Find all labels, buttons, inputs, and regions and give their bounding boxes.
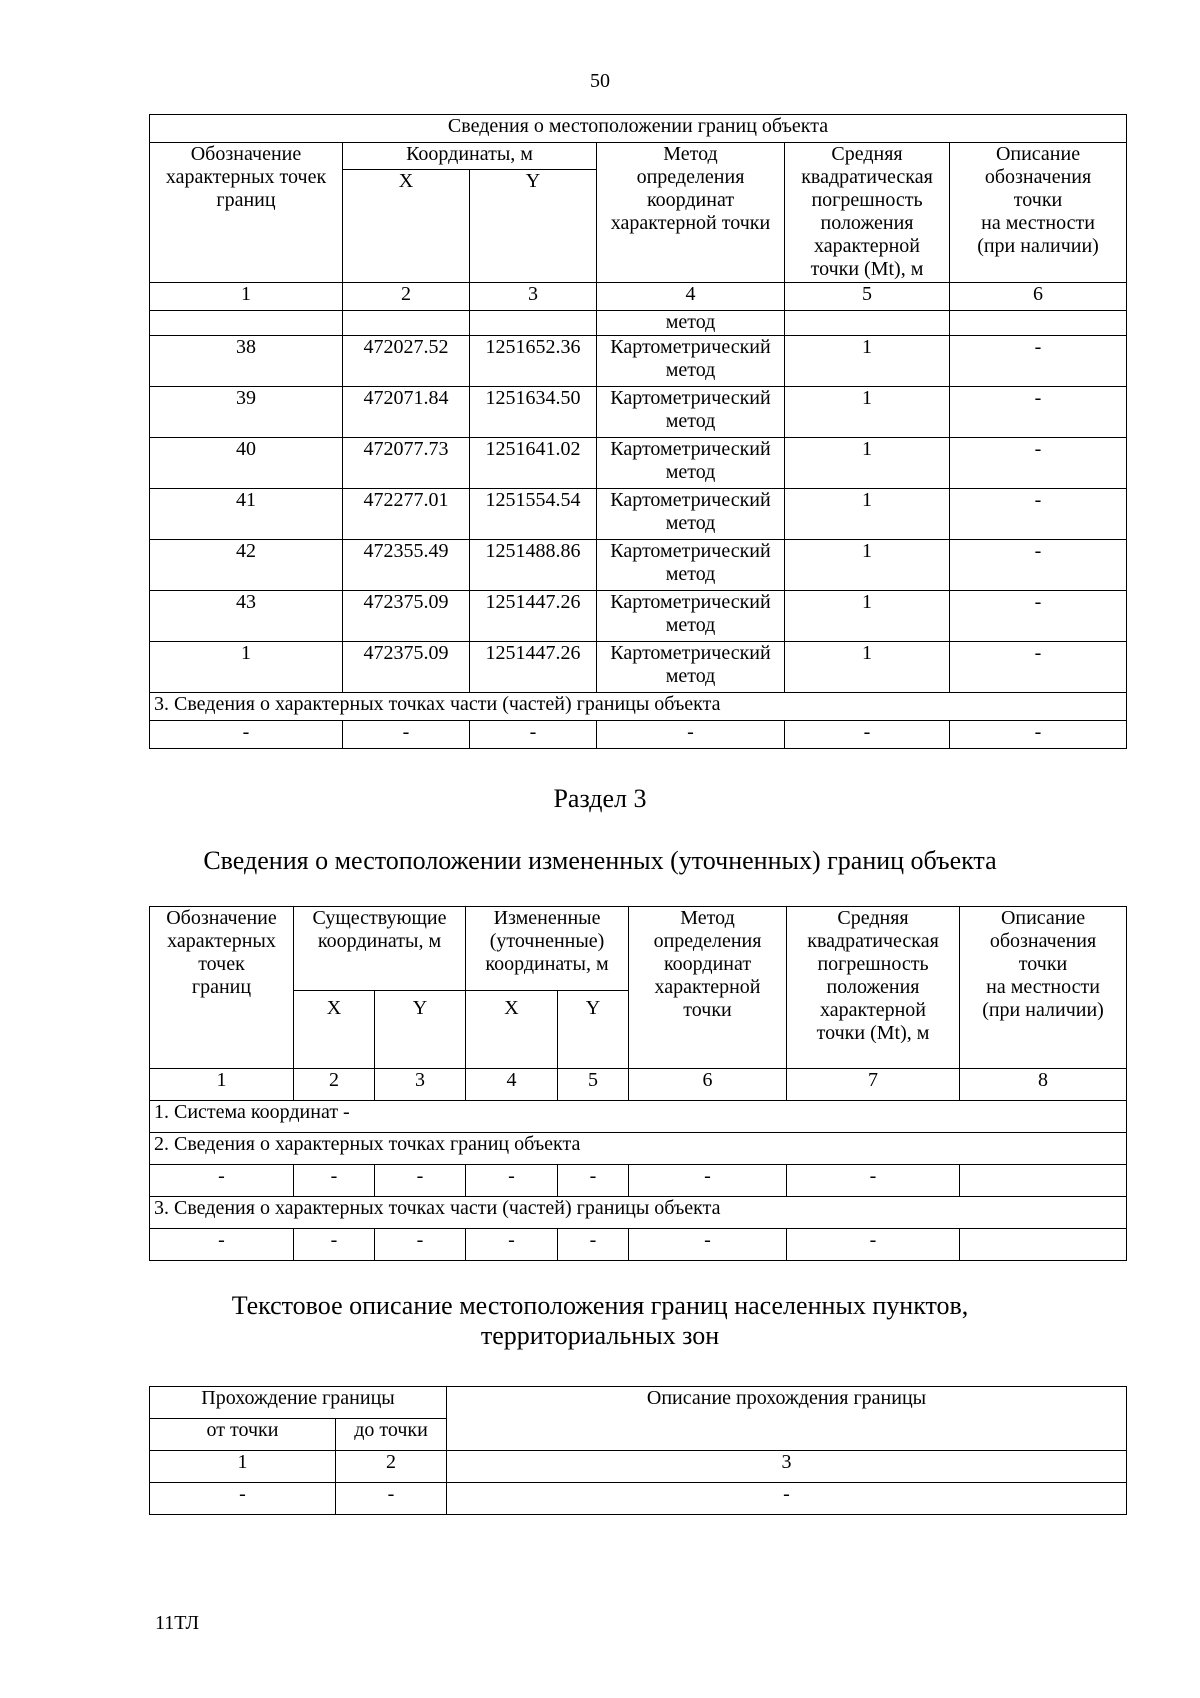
column-number: 4 <box>466 1069 558 1101</box>
column-number: 8 <box>960 1069 1127 1101</box>
method: Картометрический метод <box>597 387 785 438</box>
table-cell <box>150 311 343 336</box>
header-y: Y <box>470 170 597 283</box>
point-id: 38 <box>150 336 343 387</box>
point-id: 43 <box>150 591 343 642</box>
column-number: 6 <box>629 1069 787 1101</box>
point-id: 1 <box>150 642 343 693</box>
dash-cell <box>960 1229 1127 1261</box>
dash-cell: - <box>787 1229 960 1261</box>
table-row <box>150 591 1127 642</box>
column-number: 2 <box>343 283 470 311</box>
dash-cell: - <box>629 1229 787 1261</box>
dash-cell: - <box>787 1165 960 1197</box>
header-mean-error: Средняя квадратическая погрешность положения характерной точки (Mt), м <box>785 143 950 283</box>
column-number: 2 <box>294 1069 375 1101</box>
coord-y: 1251447.26 <box>470 642 597 693</box>
coord-x: 472375.09 <box>343 642 470 693</box>
point-description: - <box>950 540 1127 591</box>
coord-x: 472027.52 <box>343 336 470 387</box>
table-cell <box>470 311 597 336</box>
dash-cell: - <box>375 1229 466 1261</box>
coord-x: 472277.01 <box>343 489 470 540</box>
point-description: - <box>950 438 1127 489</box>
dash-cell <box>960 1165 1127 1197</box>
dash-cell: - <box>558 1165 629 1197</box>
dash-cell: - <box>470 721 597 749</box>
dash-cell: - <box>466 1165 558 1197</box>
header-to-point: до точки <box>336 1419 447 1451</box>
dash-cell: - <box>785 721 950 749</box>
dash-cell: - <box>294 1229 375 1261</box>
column-number: 4 <box>597 283 785 311</box>
header-existing-coords: Существующие координаты, м <box>294 907 466 991</box>
header-changed-y: Y <box>558 991 629 1069</box>
column-number: 5 <box>785 283 950 311</box>
header-boundary-passage: Прохождение границы <box>150 1387 447 1419</box>
column-number: 1 <box>150 283 343 311</box>
point-description: - <box>950 642 1127 693</box>
column-number: 6 <box>950 283 1127 311</box>
point-id: 41 <box>150 489 343 540</box>
point-description: - <box>950 489 1127 540</box>
point-description: - <box>950 591 1127 642</box>
header-existing-y: Y <box>375 991 466 1069</box>
table-caption: Сведения о местоположении границ объекта <box>150 115 1127 143</box>
coord-y: 1251641.02 <box>470 438 597 489</box>
section-3-label: 3. Сведения о характерных точках части (частей) границы объекта <box>150 693 1127 721</box>
table-cell <box>343 311 470 336</box>
header-method: Метод определения координат характерной точки <box>597 143 785 283</box>
coord-x: 472375.09 <box>343 591 470 642</box>
text-description-heading: Текстовое описание местоположения границ населенных пунктов, территориальных зон <box>231 1291 969 1350</box>
header-point-designation: Обозначение характерных точек границ <box>150 907 294 1069</box>
section-3-label: 3. Сведения о характерных точках части (частей) границы объекта <box>150 1197 1127 1229</box>
header-x: X <box>343 170 470 283</box>
table-row <box>150 540 1127 591</box>
header-point-description: Описание обозначения точки на местности (при наличии) <box>950 143 1127 283</box>
coord-y: 1251634.50 <box>470 387 597 438</box>
header-point-designation: Обозначение характерных точек границ <box>150 143 343 283</box>
mean-error: 1 <box>785 387 950 438</box>
coord-y: 1251488.86 <box>470 540 597 591</box>
coord-x: 472355.49 <box>343 540 470 591</box>
mean-error: 1 <box>785 438 950 489</box>
point-description: - <box>950 387 1127 438</box>
method: Картометрический метод <box>597 489 785 540</box>
method: Картометрический метод <box>597 642 785 693</box>
section-title: Раздел 3 <box>553 784 647 813</box>
mean-error: 1 <box>785 642 950 693</box>
table-cell <box>785 311 950 336</box>
boundary-passage-table <box>149 1386 1127 1515</box>
dash-cell: - <box>150 1165 294 1197</box>
dash-cell: - <box>150 1483 336 1515</box>
coord-y: 1251447.26 <box>470 591 597 642</box>
dash-cell: - <box>950 721 1127 749</box>
dash-cell: - <box>336 1483 447 1515</box>
dash-cell: - <box>294 1165 375 1197</box>
point-id: 40 <box>150 438 343 489</box>
footer-code: 11ТЛ <box>155 1612 200 1634</box>
header-point-description: Описание обозначения точки на местности (при наличии) <box>960 907 1127 1069</box>
table-row <box>150 336 1127 387</box>
coord-x: 472071.84 <box>343 387 470 438</box>
dash-cell: - <box>447 1483 1127 1515</box>
point-description: - <box>950 336 1127 387</box>
method: Картометрический метод <box>597 438 785 489</box>
mean-error: 1 <box>785 540 950 591</box>
dash-cell: - <box>466 1229 558 1261</box>
boundary-location-table <box>149 114 1127 749</box>
column-number: 3 <box>375 1069 466 1101</box>
header-from-point: от точки <box>150 1419 336 1451</box>
method-continuation: метод <box>597 311 785 336</box>
method: Картометрический метод <box>597 540 785 591</box>
mean-error: 1 <box>785 336 950 387</box>
changed-boundaries-table <box>149 906 1127 1261</box>
dash-cell: - <box>597 721 785 749</box>
table-row <box>150 489 1127 540</box>
column-number: 2 <box>336 1451 447 1483</box>
column-number: 3 <box>447 1451 1127 1483</box>
table-row <box>150 387 1127 438</box>
column-number: 7 <box>787 1069 960 1101</box>
column-number: 5 <box>558 1069 629 1101</box>
table-row <box>150 438 1127 489</box>
coordinate-system: 1. Система координат - <box>150 1101 1127 1133</box>
header-method: Метод определения координат характерной точки <box>629 907 787 1069</box>
header-coordinates: Координаты, м <box>343 143 597 170</box>
method: Картометрический метод <box>597 591 785 642</box>
dash-cell: - <box>343 721 470 749</box>
column-number: 1 <box>150 1451 336 1483</box>
header-changed-x: X <box>466 991 558 1069</box>
section-subtitle: Сведения о местоположении измененных (уточненных) границ объекта <box>203 846 997 875</box>
header-changed-coords: Измененные (уточненные) координаты, м <box>466 907 629 991</box>
column-number: 3 <box>470 283 597 311</box>
point-id: 39 <box>150 387 343 438</box>
column-number: 1 <box>150 1069 294 1101</box>
dash-cell: - <box>375 1165 466 1197</box>
header-existing-x: X <box>294 991 375 1069</box>
header-passage-description: Описание прохождения границы <box>447 1387 1127 1451</box>
table-cell <box>950 311 1127 336</box>
coord-x: 472077.73 <box>343 438 470 489</box>
method: Картометрический метод <box>597 336 785 387</box>
table-row <box>150 642 1127 693</box>
dash-cell: - <box>150 1229 294 1261</box>
dash-cell: - <box>150 721 343 749</box>
page-number: 50 <box>590 70 610 92</box>
dash-cell: - <box>558 1229 629 1261</box>
dash-cell: - <box>629 1165 787 1197</box>
mean-error: 1 <box>785 591 950 642</box>
header-mean-error: Средняя квадратическая погрешность положения характерной точки (Mt), м <box>787 907 960 1069</box>
coord-y: 1251652.36 <box>470 336 597 387</box>
section-2-label: 2. Сведения о характерных точках границ объекта <box>150 1133 1127 1165</box>
coord-y: 1251554.54 <box>470 489 597 540</box>
point-id: 42 <box>150 540 343 591</box>
mean-error: 1 <box>785 489 950 540</box>
